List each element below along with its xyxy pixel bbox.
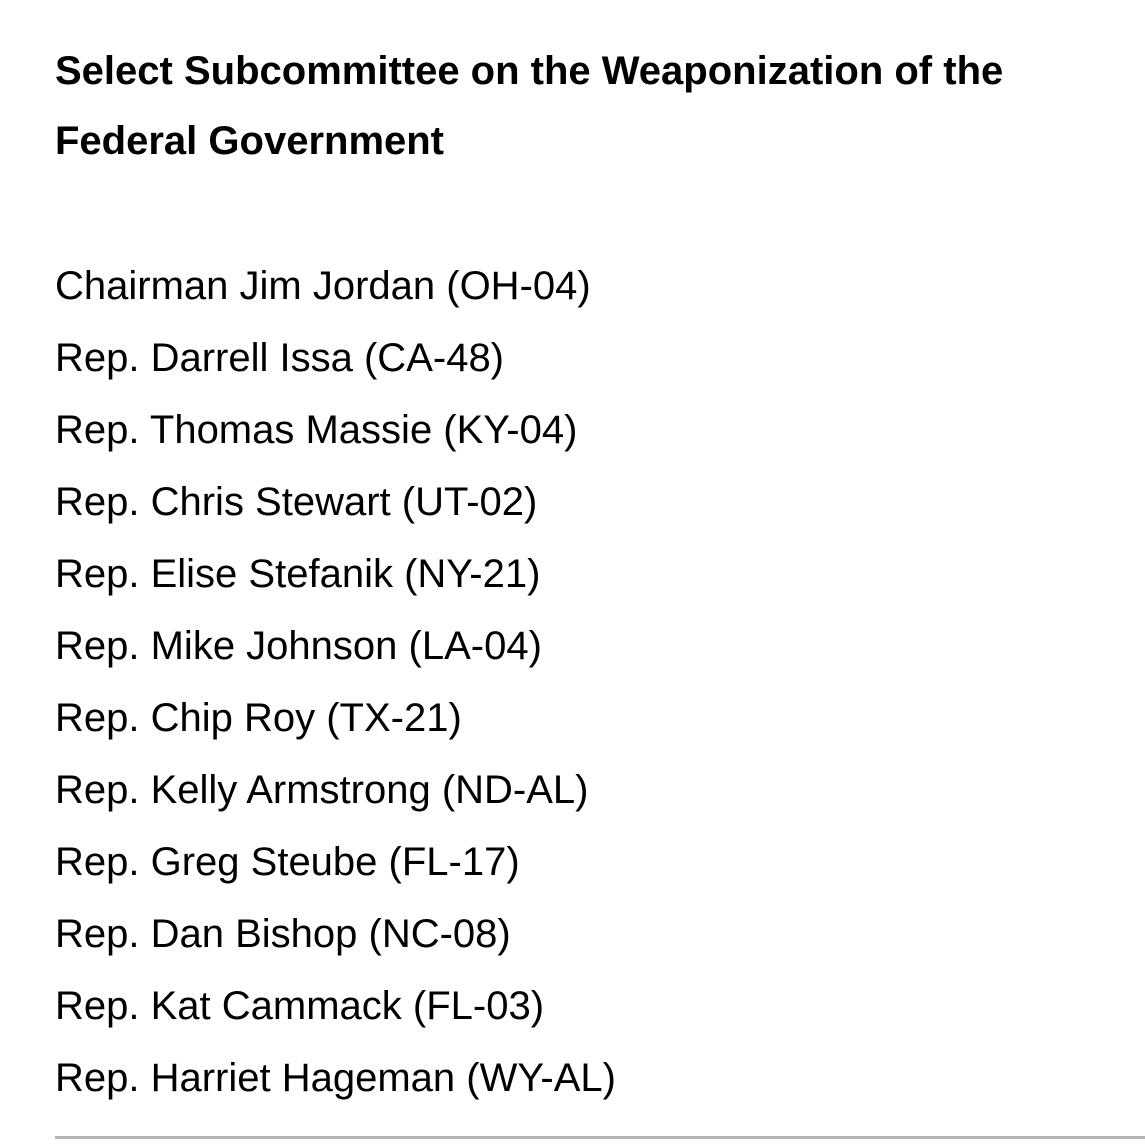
list-item: Rep. Elise Stefanik (NY-21) xyxy=(55,552,541,596)
list-item: Rep. Kat Cammack (FL-03) xyxy=(55,984,545,1028)
list-item: Rep. Greg Steube (FL-17) xyxy=(55,840,520,884)
member-list xyxy=(55,250,616,1114)
list-item: Rep. Dan Bishop (NC-08) xyxy=(55,912,511,956)
list-item: Chairman Jim Jordan (OH-04) xyxy=(55,264,591,308)
list-item: Rep. Harriet Hageman (WY-AL) xyxy=(55,1056,616,1100)
list-item: Rep. Chris Stewart (UT-02) xyxy=(55,480,538,524)
bottom-divider xyxy=(55,1136,1145,1139)
list-item: Rep. Darrell Issa (CA-48) xyxy=(55,336,505,380)
list-item: Rep. Mike Johnson (LA-04) xyxy=(55,624,542,668)
list-item: Rep. Chip Roy (TX-21) xyxy=(55,696,462,740)
list-item: Rep. Thomas Massie (KY-04) xyxy=(55,408,578,452)
list-item: Rep. Kelly Armstrong (ND-AL) xyxy=(55,768,589,812)
document-title: Select Subcommittee on the Weaponization of the Federal Government xyxy=(55,49,1004,163)
